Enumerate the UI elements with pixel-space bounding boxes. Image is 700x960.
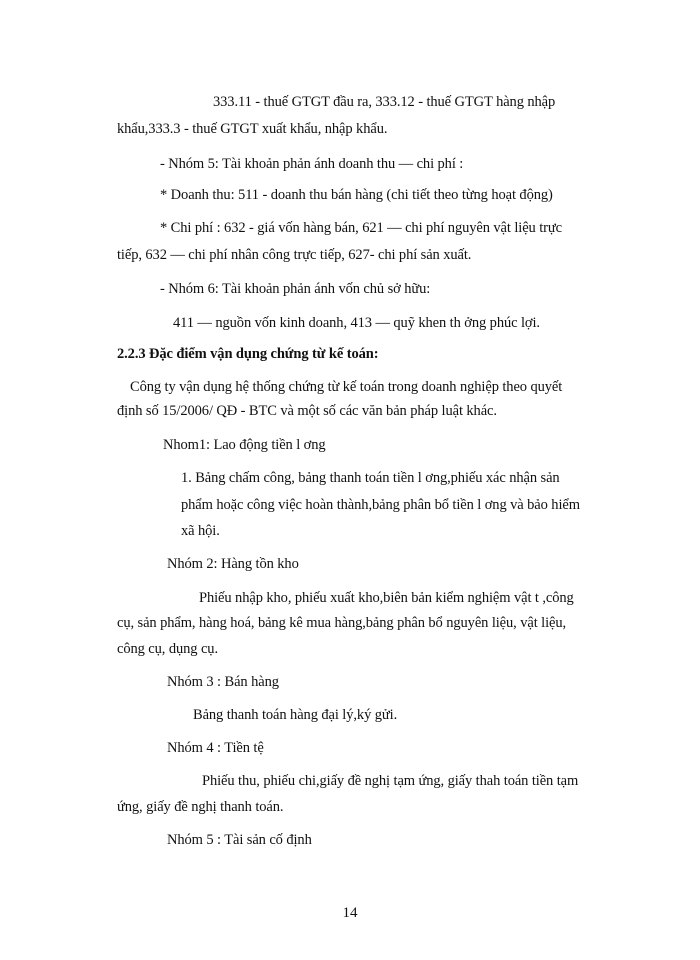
text-line: ứng, giấy đề nghị thanh toán. (117, 799, 284, 815)
text-line: xã hội. (181, 523, 220, 539)
page-number: 14 (342, 905, 358, 921)
group-heading: Nhóm 4 : Tiền tệ (167, 740, 264, 756)
group-heading: Nhóm 3 : Bán hàng (167, 674, 279, 690)
text-line: công cụ, dụng cụ. (117, 641, 218, 657)
text-line: khẩu,333.3 - thuế GTGT xuất khẩu, nhập khẩu. (117, 121, 388, 137)
text-line: Phiếu nhập kho, phiếu xuất kho,biên bản kiểm nghiệm vật t ,công (199, 590, 574, 606)
text-line: * Chi phí : 632 - giá vốn hàng bán, 621 — chi phí nguyên vật liệu trực (160, 220, 562, 236)
text-line: Phiếu thu, phiếu chi,giấy đề nghị tạm ứng, giấy thah toán tiền tạm (202, 773, 579, 789)
text-line: * Doanh thu: 511 - doanh thu bán hàng (chi tiết theo từng hoạt động) (160, 187, 553, 203)
text-line: tiếp, 632 — chi phí nhân công trực tiếp, 627- chi phí sản xuất. (117, 247, 472, 263)
text-line: - Nhóm 6: Tài khoản phản ánh vốn chủ sở hữu: (160, 281, 431, 297)
text-line: cụ, sản phẩm, hàng hoá, bảng kê mua hàng,bảng phân bổ nguyên liệu, vật liệu, (117, 615, 567, 631)
text-line: định số 15/2006/ QĐ - BTC và một số các văn bản pháp luật khác. (117, 403, 497, 419)
group-heading: Nhóm 5 : Tài sản cố định (167, 832, 312, 848)
text-line: 333.11 - thuế GTGT đầu ra, 333.12 - thuế GTGT hàng nhập (213, 94, 556, 110)
text-line: Bảng thanh toán hàng đại lý,ký gửi. (193, 707, 398, 723)
group-heading: Nhom1: Lao động tiền l ơng (163, 437, 326, 453)
section-heading: 2.2.3 Đặc điểm vận dụng chứng từ kế toán: (117, 346, 379, 362)
text-line: 1. Bảng chấm công, bảng thanh toán tiền l ơng,phiếu xác nhận sản (181, 470, 560, 486)
text-line: - Nhóm 5: Tài khoản phản ánh doanh thu — chi phí : (160, 156, 464, 172)
group-heading: Nhóm 2: Hàng tồn kho (167, 556, 299, 572)
text-line: 411 — nguồn vốn kinh doanh, 413 — quỹ khen th ởng phúc lợi. (173, 315, 540, 331)
text-line: Công ty vận dụng hệ thống chứng từ kế toán trong doanh nghiệp theo quyết (130, 379, 563, 395)
text-line: phẩm hoặc công việc hoàn thành,bảng phân bổ tiền l ơng và bảo hiểm (181, 497, 580, 513)
